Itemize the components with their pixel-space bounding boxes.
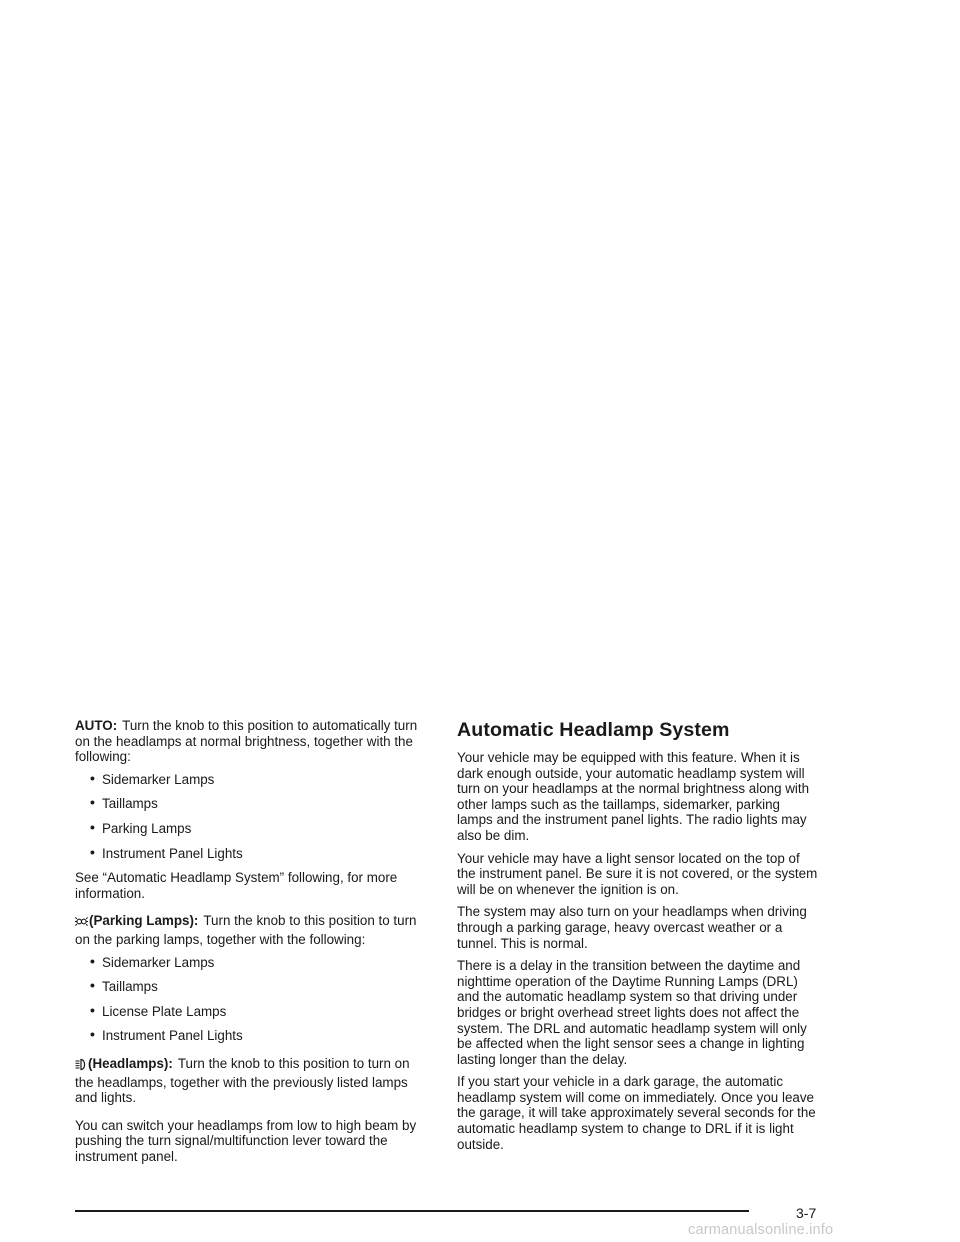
footer-rule xyxy=(75,1210,749,1212)
auto-label: AUTO: xyxy=(75,718,118,733)
list-item: • Sidemarker Lamps xyxy=(75,772,431,788)
page-number: 3-7 xyxy=(796,1205,817,1221)
body-paragraph: Your vehicle may have a light sensor located on the top of the instrument panel. Be sure it is not covered, or the system will be on whenever the ignition is on. xyxy=(457,850,818,897)
watermark: carmanualsonline.info xyxy=(688,1222,834,1238)
high-beam-paragraph: You can switch your headlamps from low to high beam by pushing the turn signal/multifunction lever toward the instrument panel. xyxy=(75,1117,417,1164)
parking-lamps-text: Turn the knob to this position to turn on the parking lamps, together with the following: xyxy=(75,913,417,947)
list-item: • Instrument Panel Lights xyxy=(75,846,431,862)
right-column xyxy=(457,718,819,1159)
list-item: • Parking Lamps xyxy=(75,821,431,837)
list-item: • Sidemarker Lamps xyxy=(75,955,431,971)
list-item: • License Plate Lamps xyxy=(75,1004,431,1020)
parking-lamps-icon xyxy=(75,915,88,932)
body-paragraph: There is a delay in the transition between the daytime and nighttime operation of the Daytime Running Lamps (DRL) and the automatic headlamp system so that driving under bridges or bright overhead street lights does not affect the system. The DRL and automatic headlamp system will only be affected when the light sensor sees a change in lighting lasting longer than the delay. xyxy=(457,958,807,1067)
auto-text: Turn the knob to this position to automatically turn on the headlamps at normal brightness, together with the following: xyxy=(75,718,418,765)
headlamp-icon xyxy=(75,1058,87,1075)
body-paragraph: Your vehicle may be equipped with this feature. When it is dark enough outside, your automatic headlamp system will turn on your headlamps at the normal brightness along with other lamps such as the taillamps, sidemarker, parking lamps and the instrument panel lights. The radio lights may also be dim. xyxy=(457,750,810,843)
list-item: • Taillamps xyxy=(75,796,431,812)
list-item: • Instrument Panel Lights xyxy=(75,1028,431,1044)
see-also-paragraph: See “Automatic Headlamp System” following, for more information. xyxy=(75,870,398,901)
section-heading: Automatic Headlamp System xyxy=(457,719,730,741)
auto-lamp-list xyxy=(75,772,431,861)
parking-lamps-label: (Parking Lamps): xyxy=(89,913,199,929)
list-item: • Taillamps xyxy=(75,979,431,995)
auto-paragraph xyxy=(75,718,431,765)
body-paragraph: The system may also turn on your headlamps when driving through a parking garage, heavy overcast weather or a tunnel. This is normal. xyxy=(457,904,807,951)
headlamps-label: (Headlamps): xyxy=(88,1055,173,1071)
headlamps-text: Turn the knob to this position to turn on the headlamps, together with the previously listed lamps and lights. xyxy=(75,1055,410,1106)
parking-lamp-list xyxy=(75,955,431,1044)
left-column xyxy=(75,718,431,1171)
body-paragraph: If you start your vehicle in a dark garage, the automatic headlamp system will come on immediately. Once you leave the garage, it will take approximately several seconds for the automatic headlamp system to change to DRL if it is light outside. xyxy=(457,1074,816,1152)
parking-lamps-paragraph xyxy=(75,913,431,947)
headlamps-paragraph xyxy=(75,1056,431,1106)
